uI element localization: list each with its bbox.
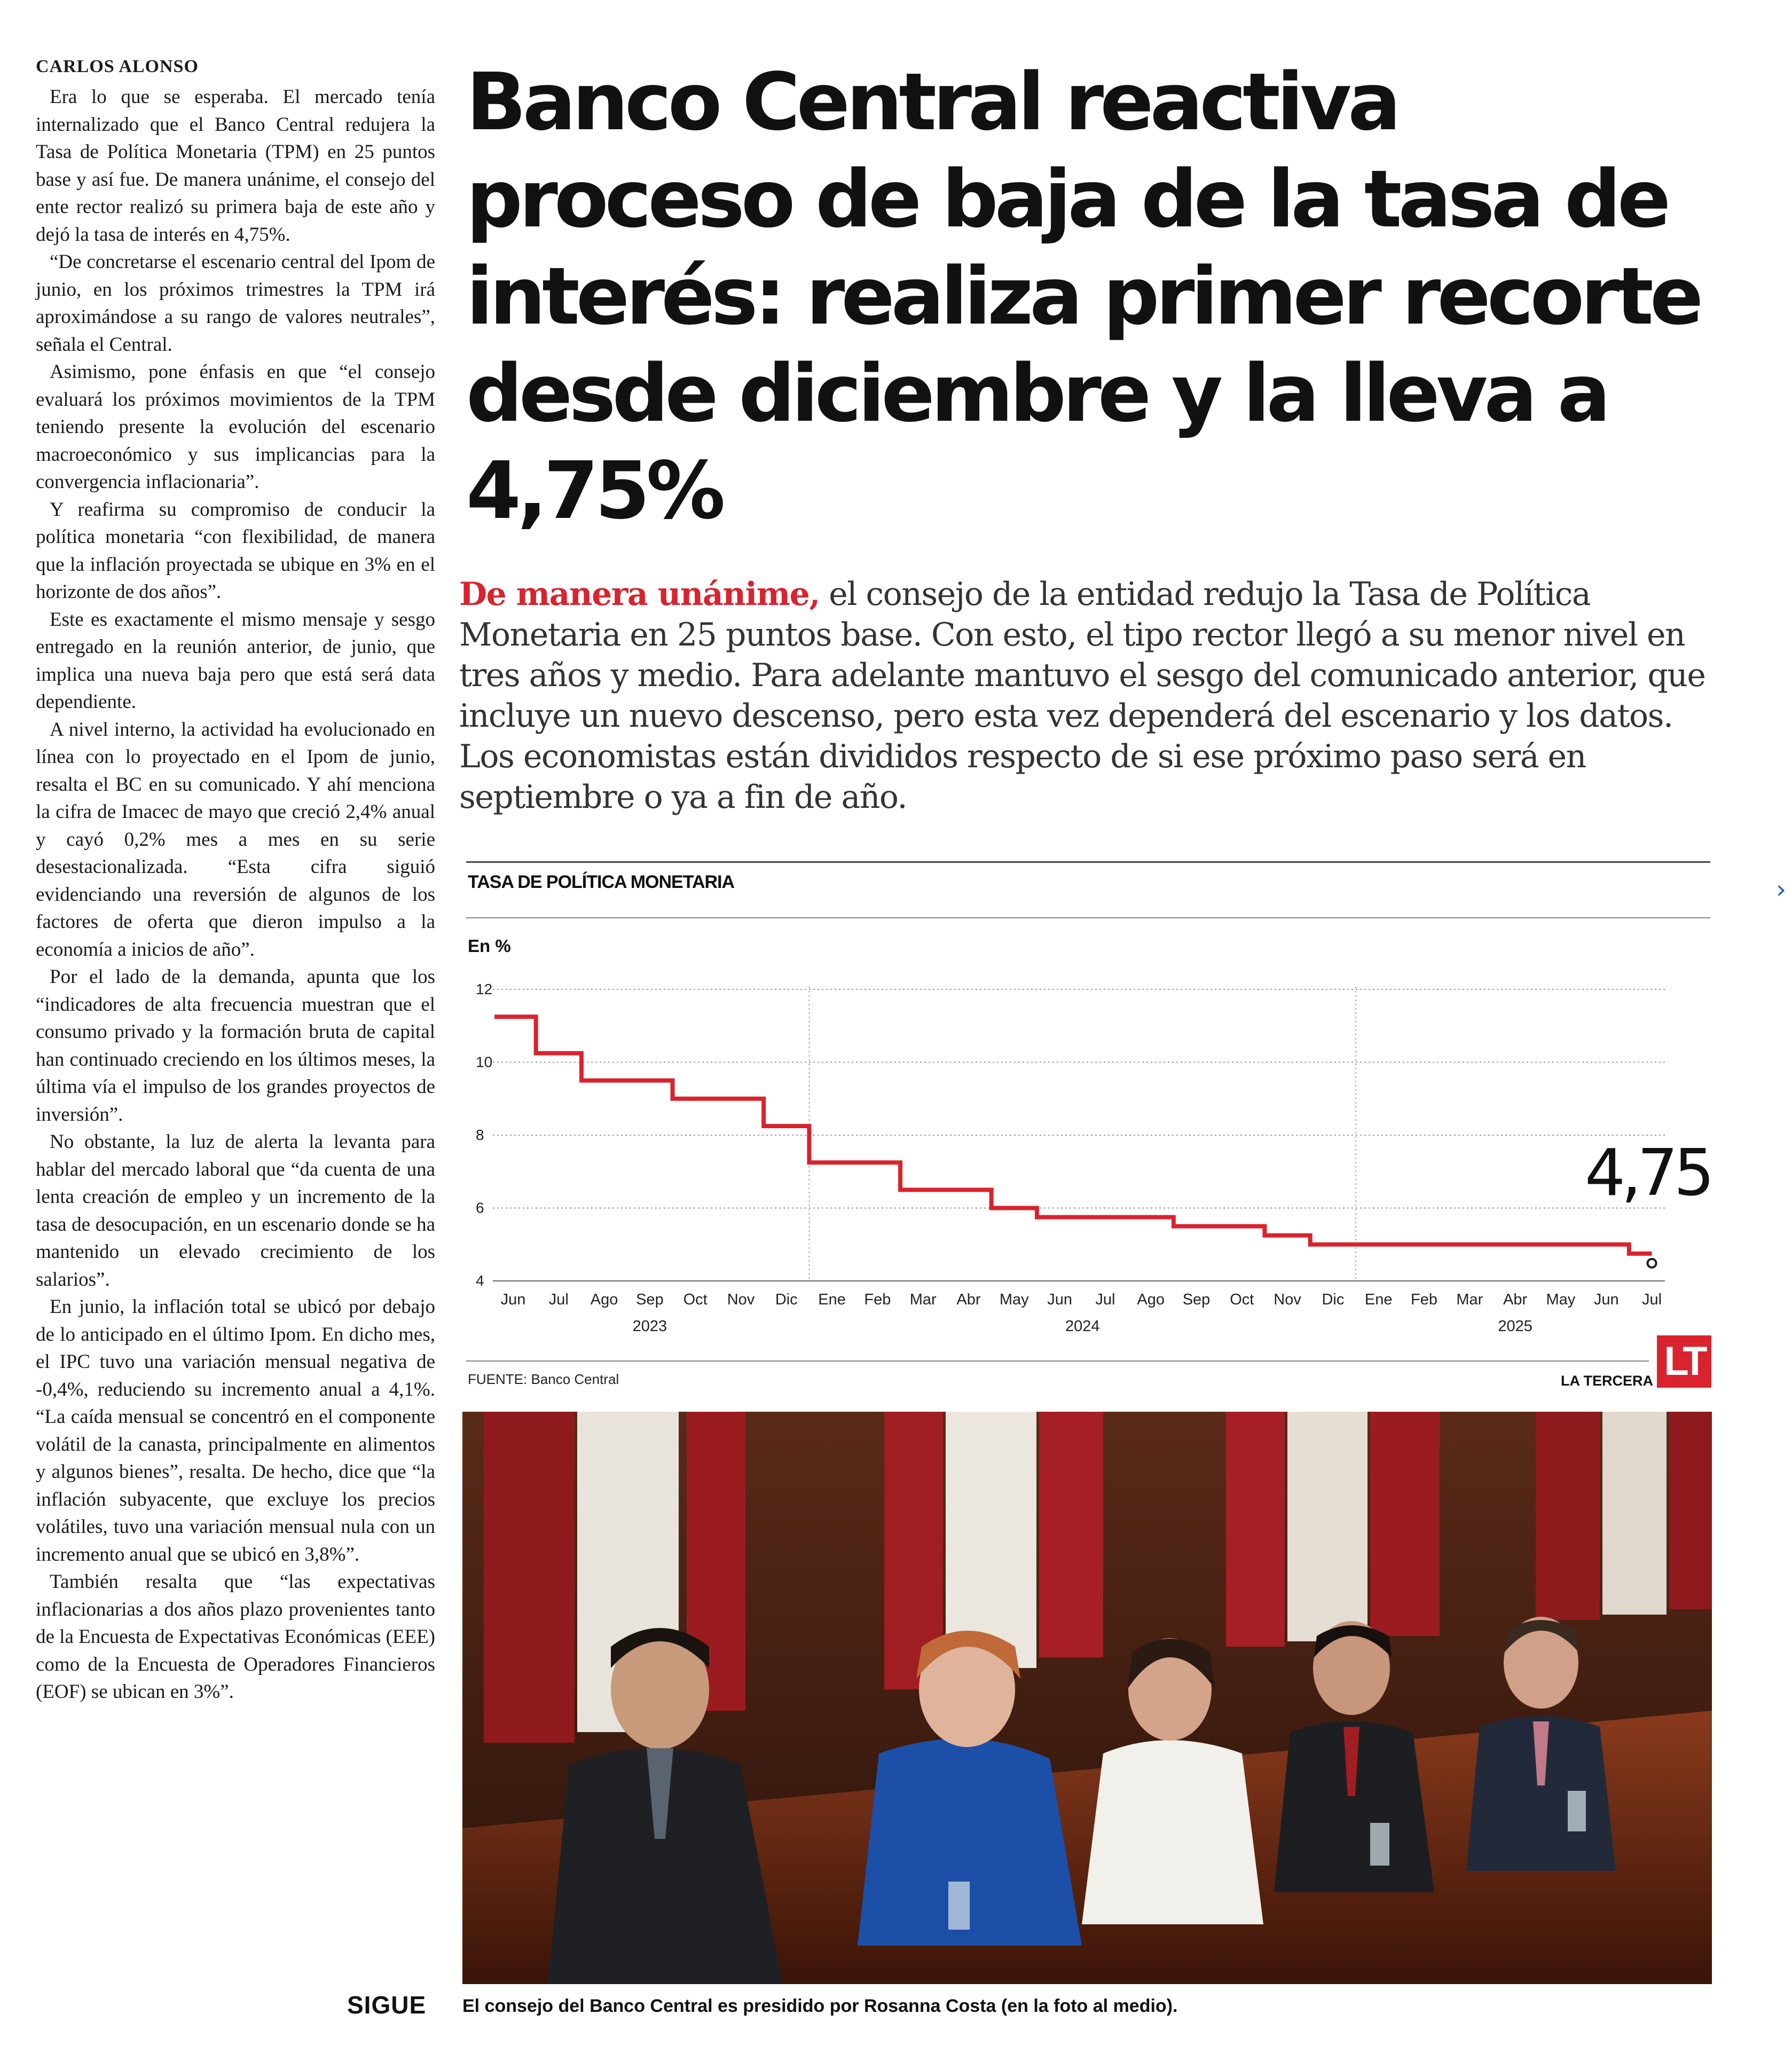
article-paragraph: “De concretarse el escenario central del Ipom de junio, en los próximos trimestres la TPM irá aproximándose a su rango de valores neutrales”, señala el Central.: [36, 251, 435, 356]
x-tick-label: Sep: [636, 1291, 664, 1308]
article-text: [36, 83, 435, 1706]
y-tick-label: 8: [476, 1127, 484, 1143]
x-tick-label: Nov: [1274, 1291, 1301, 1308]
x-tick-label: Nov: [727, 1291, 755, 1308]
x-tick-label: Ago: [1137, 1291, 1165, 1308]
x-tick-label: Feb: [1411, 1291, 1437, 1308]
x-tick-label: Mar: [1456, 1291, 1483, 1308]
chart-source: FUENTE: Banco Central: [468, 1371, 619, 1387]
x-tick-label: Ene: [818, 1291, 846, 1308]
chart-title: TASA DE POLÍTICA MONETARIA: [468, 872, 735, 892]
x-tick-label: Jun: [500, 1291, 526, 1308]
year-label: 2025: [1498, 1318, 1532, 1335]
board-photo: [462, 1412, 1712, 1984]
article-paragraph: Este es exactamente el mismo mensaje y sesgo entregado en la reunión anterior, de junio, que implica una nueva baja pero que está será data dependiente.: [36, 608, 435, 713]
chevron-right-icon[interactable]: ›: [1776, 875, 1787, 904]
x-tick-label: Ene: [1364, 1291, 1393, 1308]
article-paragraph: Y reafirma su compromiso de conducir la política monetaria “con flexibilidad, de manera que la inflación proyectada se ubique en 3% en el horizonte de dos años”.: [36, 498, 435, 603]
article-paragraph: También resalta que “las expectativas inflacionarias a dos años plazo provenientes tanto de la Encuesta de Expectativas Económicas (EEE) como de la Encuesta de Operadores Financieros (EOF) se ubican en 3%”.: [36, 1571, 435, 1703]
x-tick-label: Oct: [683, 1291, 708, 1308]
y-tick-label: 10: [476, 1053, 493, 1071]
x-tick-label: Abr: [1503, 1291, 1528, 1308]
x-tick-label: Dic: [1322, 1291, 1345, 1308]
lead-paragraph: [459, 574, 1719, 817]
tpm-chart: [466, 861, 1710, 1395]
source-rule: [466, 1360, 1649, 1362]
x-tick-label: Jun: [1047, 1291, 1072, 1308]
x-tick-label: Ago: [590, 1291, 618, 1308]
chart-brand: LA TERCERA: [1561, 1373, 1653, 1389]
article-paragraph: A nivel interno, la actividad ha evolucionado en línea con lo proyectado en el Ipom de junio, resalta el BC en su comunicado. Y ahí menciona la cifra de Imacec de mayo que creció 2,4% anual y cayó 0,2% mes a mes en su serie desestacionalizada. “Esta cifra siguió evidenciando una reversión de algunos de los factores de oferta que dieron impulso a la economía a inicios de año”.: [36, 718, 435, 961]
article-body-column: [36, 53, 435, 1706]
x-tick-label: Dic: [775, 1291, 798, 1308]
continues-label: SIGUE: [347, 1991, 427, 2019]
x-tick-label: Sep: [1182, 1291, 1211, 1308]
lead-text: el consejo de la entidad redujo la Tasa de Política Monetaria en 25 puntos base. Con esto, el tipo rector llegó a su menor nivel en tres años y medio. Para adelante mantuvo el sesgo del comunicado anterior, que incluye un nuevo descenso, pero esta vez dependerá del escenario y los datos. Los economistas están divididos respecto de si ese próximo paso será en septiembre o ya a fin de año.: [459, 576, 1705, 816]
y-tick-label: 12: [476, 981, 493, 997]
chart-plot: [466, 861, 1710, 1360]
year-label: 2023: [632, 1318, 667, 1335]
y-tick-label: 4: [476, 1272, 484, 1289]
article-paragraph: Era lo que se esperaba. El mercado tenía internalizado que el Banco Central redujera la Tasa de Política Monetaria (TPM) en 25 puntos base y así fue. De manera unánime, el consejo del ente rector realizó su primera baja de este año y dejó la tasa de interés en 4,75%.: [36, 86, 435, 246]
x-tick-label: Jul: [548, 1291, 569, 1308]
board-photo-illustration: [462, 1412, 1712, 1984]
x-tick-label: Feb: [864, 1291, 891, 1308]
y-tick-label: 6: [476, 1199, 484, 1216]
year-label: 2024: [1065, 1318, 1100, 1335]
value-annotation: 4,75: [1584, 1136, 1710, 1210]
photo-caption: El consejo del Banco Central es presidido por Rosanna Costa (en la foto al medio).: [462, 1996, 1178, 2016]
la-tercera-logo: LT: [1657, 1335, 1711, 1388]
article-paragraph: En junio, la inflación total se ubicó por debajo de lo anticipado en el último Ipom. En dicho mes, el IPC tuvo una variación mensual negativa de -0,4%, reduciendo su incremento anual a 4,1%. “La caída mensual se concentró en el componente volátil de la canasta, principalmente en alimentos y algunos bienes”, resalta. De hecho, dice que “la inflación subyacente, que excluye los precios volátiles, tuvo una variación mensual nula con un incremento anual que se ubicó en 3,8%”.: [36, 1296, 435, 1566]
y-axis-label: En %: [468, 936, 511, 956]
x-tick-label: May: [1546, 1291, 1576, 1308]
x-tick-label: Jul: [1641, 1291, 1662, 1308]
x-tick-label: Jun: [1593, 1291, 1619, 1308]
lead-kicker: De manera unánime,: [459, 576, 820, 613]
x-tick-label: Abr: [956, 1291, 981, 1308]
x-tick-label: Jul: [1095, 1291, 1115, 1308]
end-marker: [1648, 1259, 1656, 1268]
x-tick-label: Oct: [1230, 1291, 1254, 1308]
article-paragraph: No obstante, la luz de alerta la levanta para hablar del mercado laboral que “da cuenta de una lenta creación de empleo y un incremento de la tasa de desocupación, en un escenario donde se ha mantenido un elevado crecimiento de los salarios”.: [36, 1131, 435, 1291]
x-tick-label: Mar: [909, 1291, 937, 1308]
headline: Banco Central reactiva proceso de baja de la tasa de interés: realiza primer recorte desde diciembre y la lleva a 4,75%: [466, 56, 1700, 537]
x-tick-label: May: [999, 1291, 1029, 1308]
article-paragraph: Por el lado de la demanda, apunta que los “indicadores de alta frecuencia muestran que el consumo privado y la formación bruta de capital han continuado creciendo en los últimos meses, la última vía el impulso de los grandes proyectos de inversión”.: [36, 966, 435, 1126]
article-paragraph: Asimismo, pone énfasis en que “el consejo evaluará los próximos movimientos de la TPM teniendo presente la evolución del escenario macroeconómico y sus implicancias para la convergencia inflacionaria”.: [36, 361, 435, 493]
byline: CARLOS ALONSO: [36, 57, 199, 76]
